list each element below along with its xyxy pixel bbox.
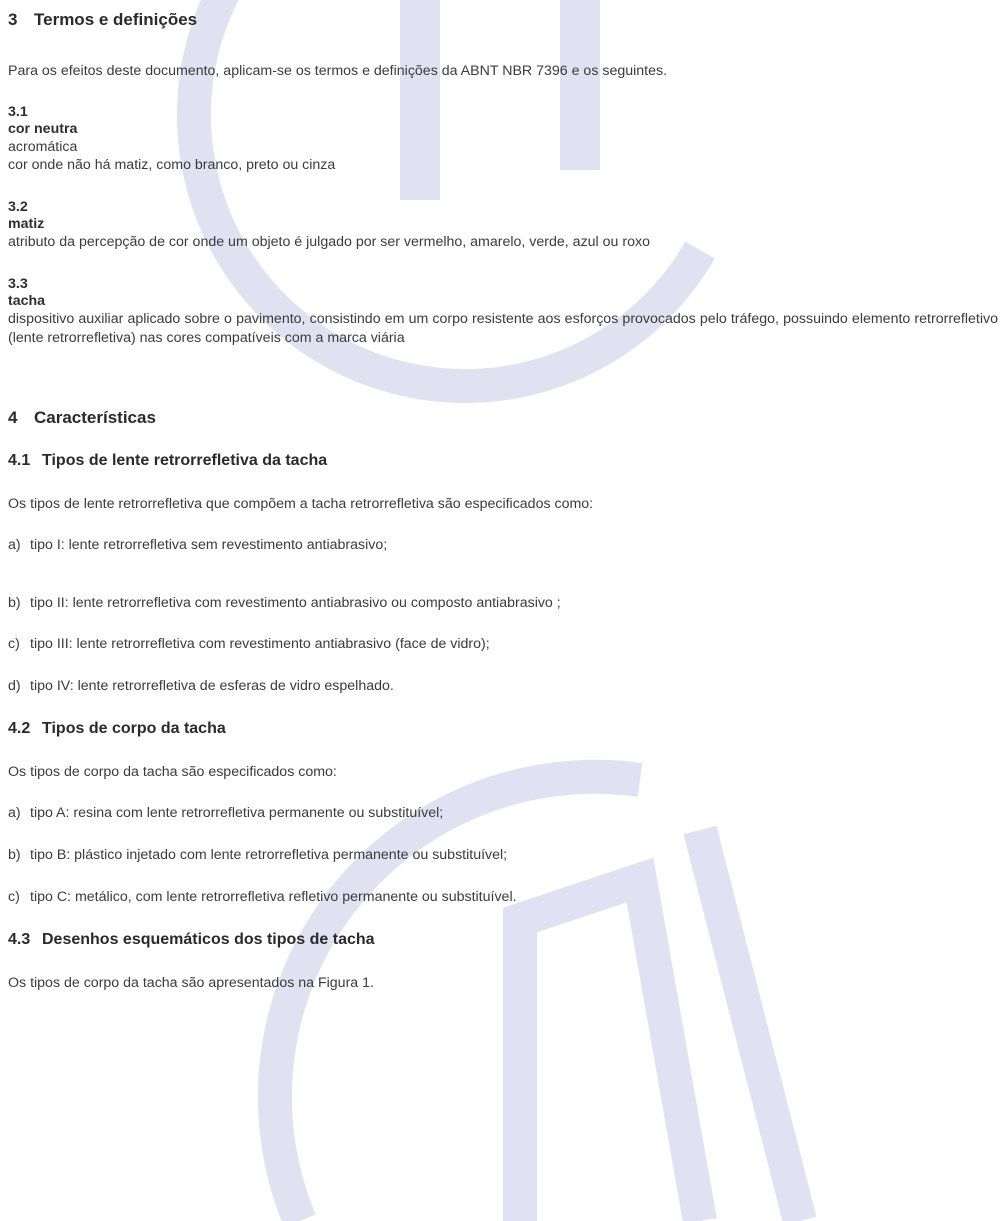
list-text: tipo IV: lente retrorrefletiva de esferas de vidro espelhado. — [30, 678, 394, 694]
section-title: Desenhos esquemáticos dos tipos de tacha — [42, 931, 375, 948]
section-4-1-intro: Os tipos de lente retrorrefletiva que compõem a tacha retrorrefletiva são especificados como: — [8, 496, 594, 512]
list-item — [8, 635, 490, 653]
term-definition: dispositivo auxiliar aplicado sobre o pavimento, consistindo em um corpo resistente aos esforços provocados pelo tráfego, possuindo elemento retrorrefletivo (lente retrorrefletiva) nas cores compatíveis com a marca viária — [8, 311, 998, 346]
section-number: 4.2 — [8, 720, 31, 737]
section-number: 3 — [8, 10, 18, 29]
section-4-3-heading — [8, 930, 375, 950]
term-name: matiz — [8, 216, 45, 232]
list-item — [8, 804, 443, 822]
term-number: 3.1 — [8, 104, 28, 120]
section-number: 4 — [8, 408, 18, 427]
term-number: 3.3 — [8, 276, 28, 292]
list-text: tipo III: lente retrorrefletiva com revestimento antiabrasivo (face de vidro); — [30, 636, 490, 652]
list-marker: c) — [8, 636, 20, 652]
term-name: cor neutra — [8, 121, 78, 137]
list-text: tipo A: resina com lente retrorrefletiva permanente ou substituível; — [30, 805, 444, 821]
list-item — [8, 846, 507, 864]
term-definition: cor onde não há matiz, como branco, preto ou cinza — [8, 157, 336, 173]
list-marker: d) — [8, 678, 21, 694]
section-4-heading — [8, 408, 156, 428]
section-number: 4.3 — [8, 931, 31, 948]
list-text: tipo I: lente retrorrefletiva sem revestimento antiabrasivo; — [30, 537, 388, 553]
section-number: 4.1 — [8, 452, 31, 469]
list-marker: a) — [8, 805, 21, 821]
section-title: Tipos de corpo da tacha — [42, 720, 226, 737]
list-text: tipo B: plástico injetado com lente retrorrefletiva permanente ou substituível; — [30, 847, 508, 863]
section-4-1-heading — [8, 451, 327, 471]
section-3-heading — [8, 10, 197, 30]
list-marker: b) — [8, 847, 21, 863]
list-item — [8, 677, 394, 695]
section-4-2-heading — [8, 719, 226, 739]
section-title: Termos e definições — [34, 10, 198, 29]
section-4-3-intro: Os tipos de corpo da tacha são apresentados na Figura 1. — [8, 975, 374, 991]
list-marker: a) — [8, 537, 21, 553]
term-definition: atributo da percepção de cor onde um objeto é julgado por ser vermelho, amarelo, verde, azul ou roxo — [8, 234, 650, 250]
list-item — [8, 536, 387, 554]
section-3-intro: Para os efeitos deste documento, aplicam-se os termos e definições da ABNT NBR 7396 e os seguintes. — [8, 63, 668, 79]
term-alt: acromática — [8, 139, 78, 155]
section-4-2-intro: Os tipos de corpo da tacha são especificados como: — [8, 764, 337, 780]
list-text: tipo II: lente retrorrefletiva com revestimento antiabrasivo ou composto antiabrasivo ; — [30, 595, 561, 611]
section-title: Características — [34, 408, 156, 427]
term-name: tacha — [8, 293, 46, 309]
list-marker: c) — [8, 889, 20, 905]
list-item — [8, 888, 517, 906]
section-title: Tipos de lente retrorrefletiva da tacha — [42, 452, 328, 469]
list-item — [8, 594, 561, 612]
term-number: 3.2 — [8, 199, 28, 215]
list-marker: b) — [8, 595, 21, 611]
list-text: tipo C: metálico, com lente retrorrefletiva refletivo permanente ou substituível. — [30, 889, 517, 905]
